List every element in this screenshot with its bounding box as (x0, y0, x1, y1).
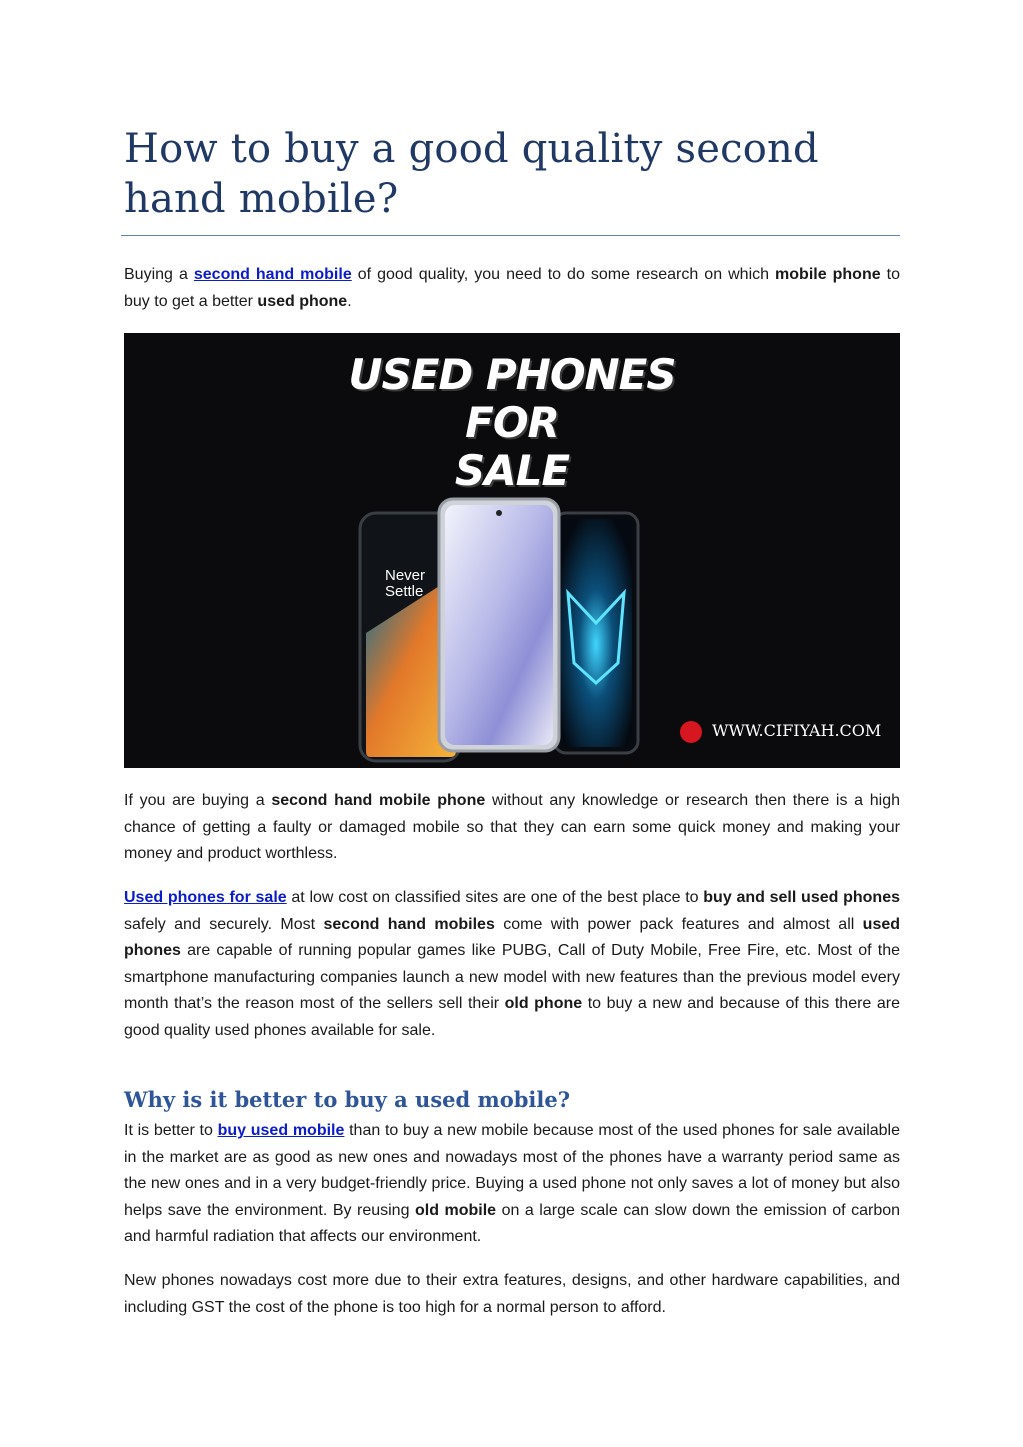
used-phones-for-sale-link[interactable]: Used phones for sale (124, 889, 287, 906)
paragraph-new-phone-cost: New phones nowadays cost more due to their extra features, designs, and other hardware capabilities, and including GST the cost of the phone is too high for a normal person to afford. (124, 1272, 900, 1316)
paragraph-risk: If you are buying a second hand mobile phone without any knowledge or research then there is a high chance of getting a faulty or damaged mobile so that they can earn some quick money and making your money and product worthless. (124, 792, 901, 863)
second-hand-mobile-link[interactable]: second hand mobile (193, 266, 352, 283)
center-phone-camera (496, 510, 502, 516)
buy-used-mobile-link[interactable]: buy used mobile (217, 1122, 345, 1139)
site-logo-icon (680, 721, 702, 743)
site-watermark: WWW.CIFIYAH.COM (712, 721, 882, 740)
phones-illustration (124, 333, 900, 768)
paragraph-why-used: It is better to buy used mobile than to buy a new mobile because most of the used phones for sale available in the market are as good as new ones and nowadays most of the phones have a warranty period same as the new ones and in a very budget-friendly price. Buying a used phone not only saves a lot of money but also helps save the environment. By reusing old mobile on a large scale can slow down the emission of carbon and harmful radiation that affects our environment. (124, 1122, 901, 1246)
hero-title: USED PHONES FOR SALE (348, 350, 676, 495)
center-phone-wallpaper (445, 505, 553, 745)
hero-image (124, 333, 900, 768)
intro-paragraph: Buying a second hand mobile of good quality, you need to do some research on which mobile phone to buy to get a better used phone. (124, 266, 900, 310)
paragraph-classifieds: Used phones for sale at low cost on classified sites are one of the best place to buy and sell used phones safely and securely. Most second hand mobiles come with power pack features and almost all used phones are capable of running popular games like PUBG, Call of Duty Mobile, Free Fire, etc. Most of the smartphone manufacturing companies launch a new model with new features than the previous model every month that’s the reason most of the sellers sell their old phone to buy a new and because of this there are good quality used phones available for sale. (124, 889, 901, 1039)
title-divider (121, 235, 900, 236)
page-title: How to buy a good quality second hand mobile? (124, 126, 819, 222)
phone-slogan: Never Settle (385, 567, 426, 600)
section-heading: Why is it better to buy a used mobile? (124, 1087, 571, 1112)
